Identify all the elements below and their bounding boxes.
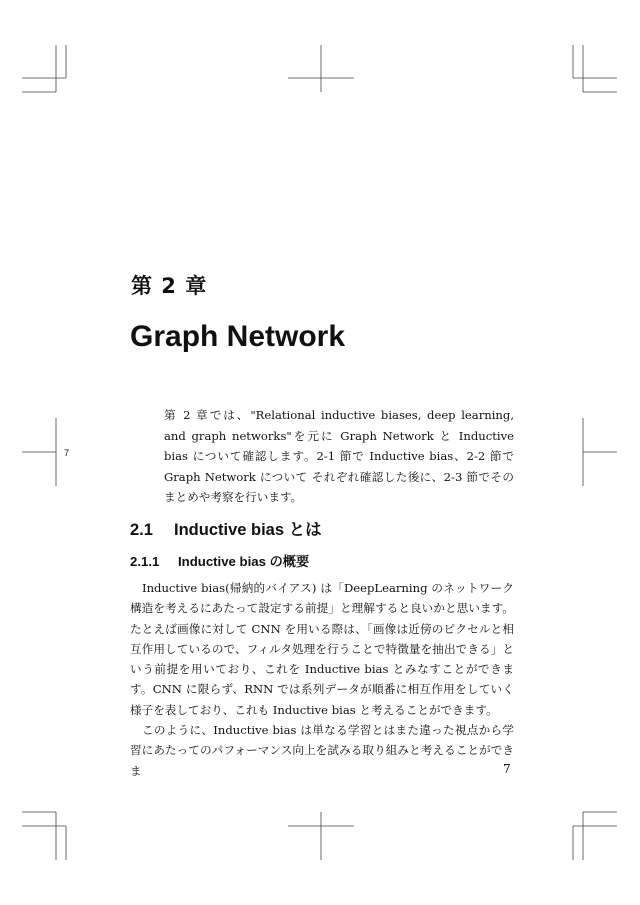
section-number: 2.1 [130,521,153,539]
section-title: Inductive bias とは [174,521,322,539]
subsection-heading [130,551,309,570]
body-paragraph-1: Inductive bias(帰納的バイアス) は「DeepLearning のネットワーク構造を考えるにあたって設定する前提」と理解すると良いかと思います。たとえば画像に対して CNN を用いる際は、「画像は近傍のピクセルと相互作用しているので、フィルタ処理を行うことで特徴量を抽出できる」という前提を用いており、これを Inductive bias とみなすことができます。CNN に限らず、RNN では系列データが順番に相互作用をしていく様子を表しており、これも Inductive bias と考えることができます。 [130,581,514,717]
subsection-number: 2.1.1 [130,554,160,569]
chapter-label: 第 2 章 [131,274,208,298]
intro-paragraph: 第 2 章では、"Relational inductive biases, deep learning, and graph networks"を元に Graph Network と Inductive bias について確認します。2-1 節で Inductive bias、2-2 節で Graph Network について それぞれ確認した後に、2-3 節でそのまとめや考察を行います。 [164,408,514,504]
chapter-title: Graph Network [130,320,346,353]
body-paragraph-2: このように、Inductive bias は単なる学習とはまた違った視点から学習にあたってのパフォーマンス向上を試みる取り組みと考えることができま [130,723,514,778]
section-heading [130,516,322,540]
margin-page-number: 7 [64,448,70,458]
body-text [130,578,514,781]
subsection-title: Inductive bias の概要 [178,554,310,569]
page-number: 7 [503,762,511,776]
chapter-intro [164,405,514,508]
